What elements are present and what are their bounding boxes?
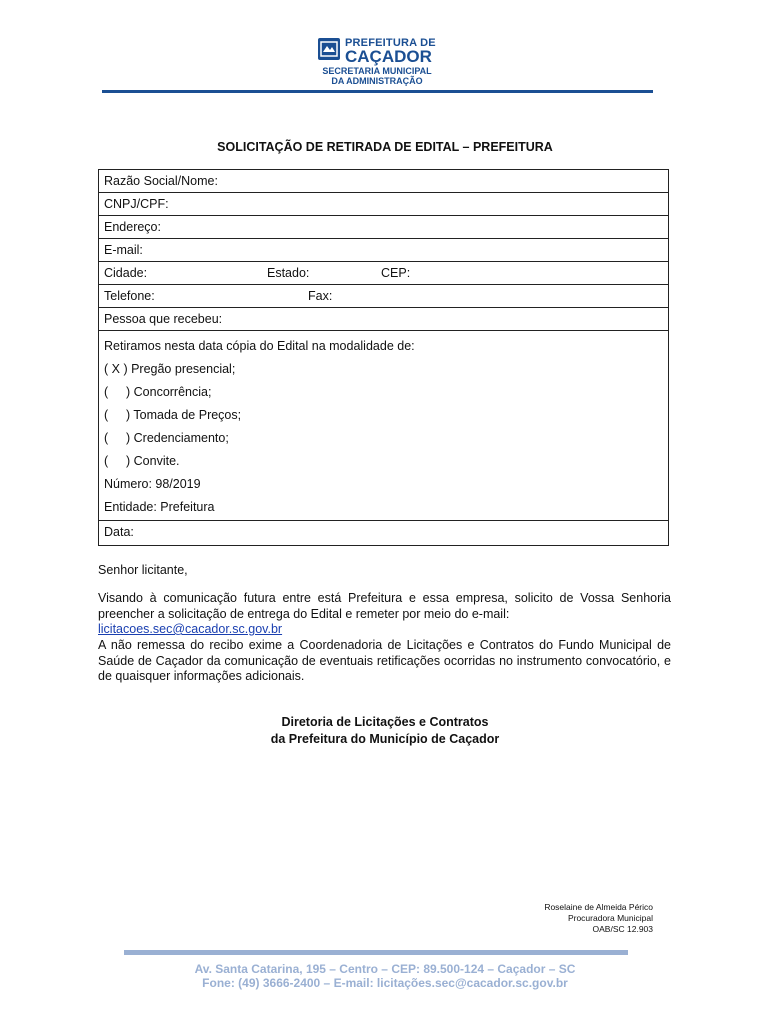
footer-address: Av. Santa Catarina, 195 – Centro – CEP: 89.500-124 – Caçador – SC (194, 962, 576, 976)
prefeitura-logo (318, 38, 438, 90)
letterhead (0, 0, 770, 100)
pessoa-recebeu-row[interactable] (99, 308, 668, 331)
numero-value: Número: 98/2019 (104, 477, 201, 491)
instructions-paragraph (98, 591, 671, 638)
option-checkbox-paren: ( (104, 454, 109, 468)
endereco-row[interactable] (99, 216, 668, 239)
option-label: ) Tomada de Preços; (126, 408, 242, 422)
document-title: SOLICITAÇÃO DE RETIRADA DE EDITAL – PREFEITURA (217, 140, 553, 154)
email-label: E-mail: (104, 243, 143, 257)
data-label: Data: (104, 525, 134, 539)
cidade-estado-cep-row[interactable] (99, 262, 668, 285)
signature-block (544, 902, 653, 935)
razao-social-label: Razão Social/Nome: (104, 174, 218, 188)
department-line-1: Diretoria de Licitações e Contratos (281, 715, 489, 729)
header-divider (102, 90, 653, 93)
cnpj-label: CNPJ/CPF: (104, 197, 169, 211)
department-line-2: da Prefeitura do Município de Caçador (270, 732, 500, 746)
option-label: ) Convite. (126, 454, 180, 468)
municipal-emblem-icon (318, 38, 340, 60)
option-pregao[interactable]: ( X ) Pregão presencial; (104, 362, 236, 376)
option-checkbox-paren: ( (104, 408, 109, 422)
instructions-text: Visando à comunicação futura entre está Prefeitura e essa empresa, solicito de Vossa Senhoria preencher a solicitação de entrega do Edital e remeter por meio do e-mail: (98, 591, 671, 621)
retiramos-text: Retiramos nesta data cópia do Edital na modalidade de: (104, 339, 415, 353)
withdrawal-form (98, 169, 669, 546)
signer-name: Roselaine de Almeida Périco (544, 902, 653, 912)
email-row[interactable] (99, 239, 668, 262)
endereco-label: Endereço: (104, 220, 161, 234)
option-label: ) Concorrência; (126, 385, 212, 399)
disclaimer-paragraph: A não remessa do recibo exime a Coordenadoria de Licitações e Contratos do Fundo Municipal de Saúde de Caçador da comunicação de eventuais retificações ocorridas no instrumento convocatório, e de quaisquer informações adicionais. (98, 638, 671, 683)
data-row[interactable] (99, 520, 668, 545)
estado-label: Estado: (267, 266, 310, 280)
entidade-value: Entidade: Prefeitura (104, 500, 215, 514)
logo-line-1: PREFEITURA DE (345, 37, 436, 49)
footer-contact: Fone: (49) 3666-2400 – E-mail: licitações.sec@cacador.sc.gov.br (202, 976, 568, 990)
cep-label: CEP: (381, 266, 411, 280)
option-checkbox-paren: ( (104, 385, 109, 399)
cnpj-row[interactable] (99, 193, 668, 216)
option-label: ) Credenciamento; (126, 431, 229, 445)
telefone-fax-row[interactable] (99, 285, 668, 308)
logo-line-4: DA ADMINISTRAÇÃO (331, 76, 423, 86)
option-checkbox-paren: ( (104, 431, 109, 445)
greeting: Senhor licitante, (98, 563, 188, 577)
footer-divider (124, 950, 628, 955)
email-link[interactable]: licitacoes.sec@cacador.sc.gov.br (98, 622, 283, 636)
razao-social-row[interactable] (99, 170, 668, 193)
pessoa-recebeu-label: Pessoa que recebeu: (104, 312, 223, 326)
logo-line-2: CAÇADOR (345, 47, 432, 66)
telefone-label: Telefone: (104, 289, 155, 303)
signer-role: Procuradora Municipal (567, 913, 653, 923)
logo-line-3: SECRETARIA MUNICIPAL (322, 66, 432, 76)
cidade-label: Cidade: (104, 266, 148, 280)
fax-label: Fax: (308, 289, 333, 303)
signer-oab: OAB/SC 12.903 (592, 924, 653, 934)
